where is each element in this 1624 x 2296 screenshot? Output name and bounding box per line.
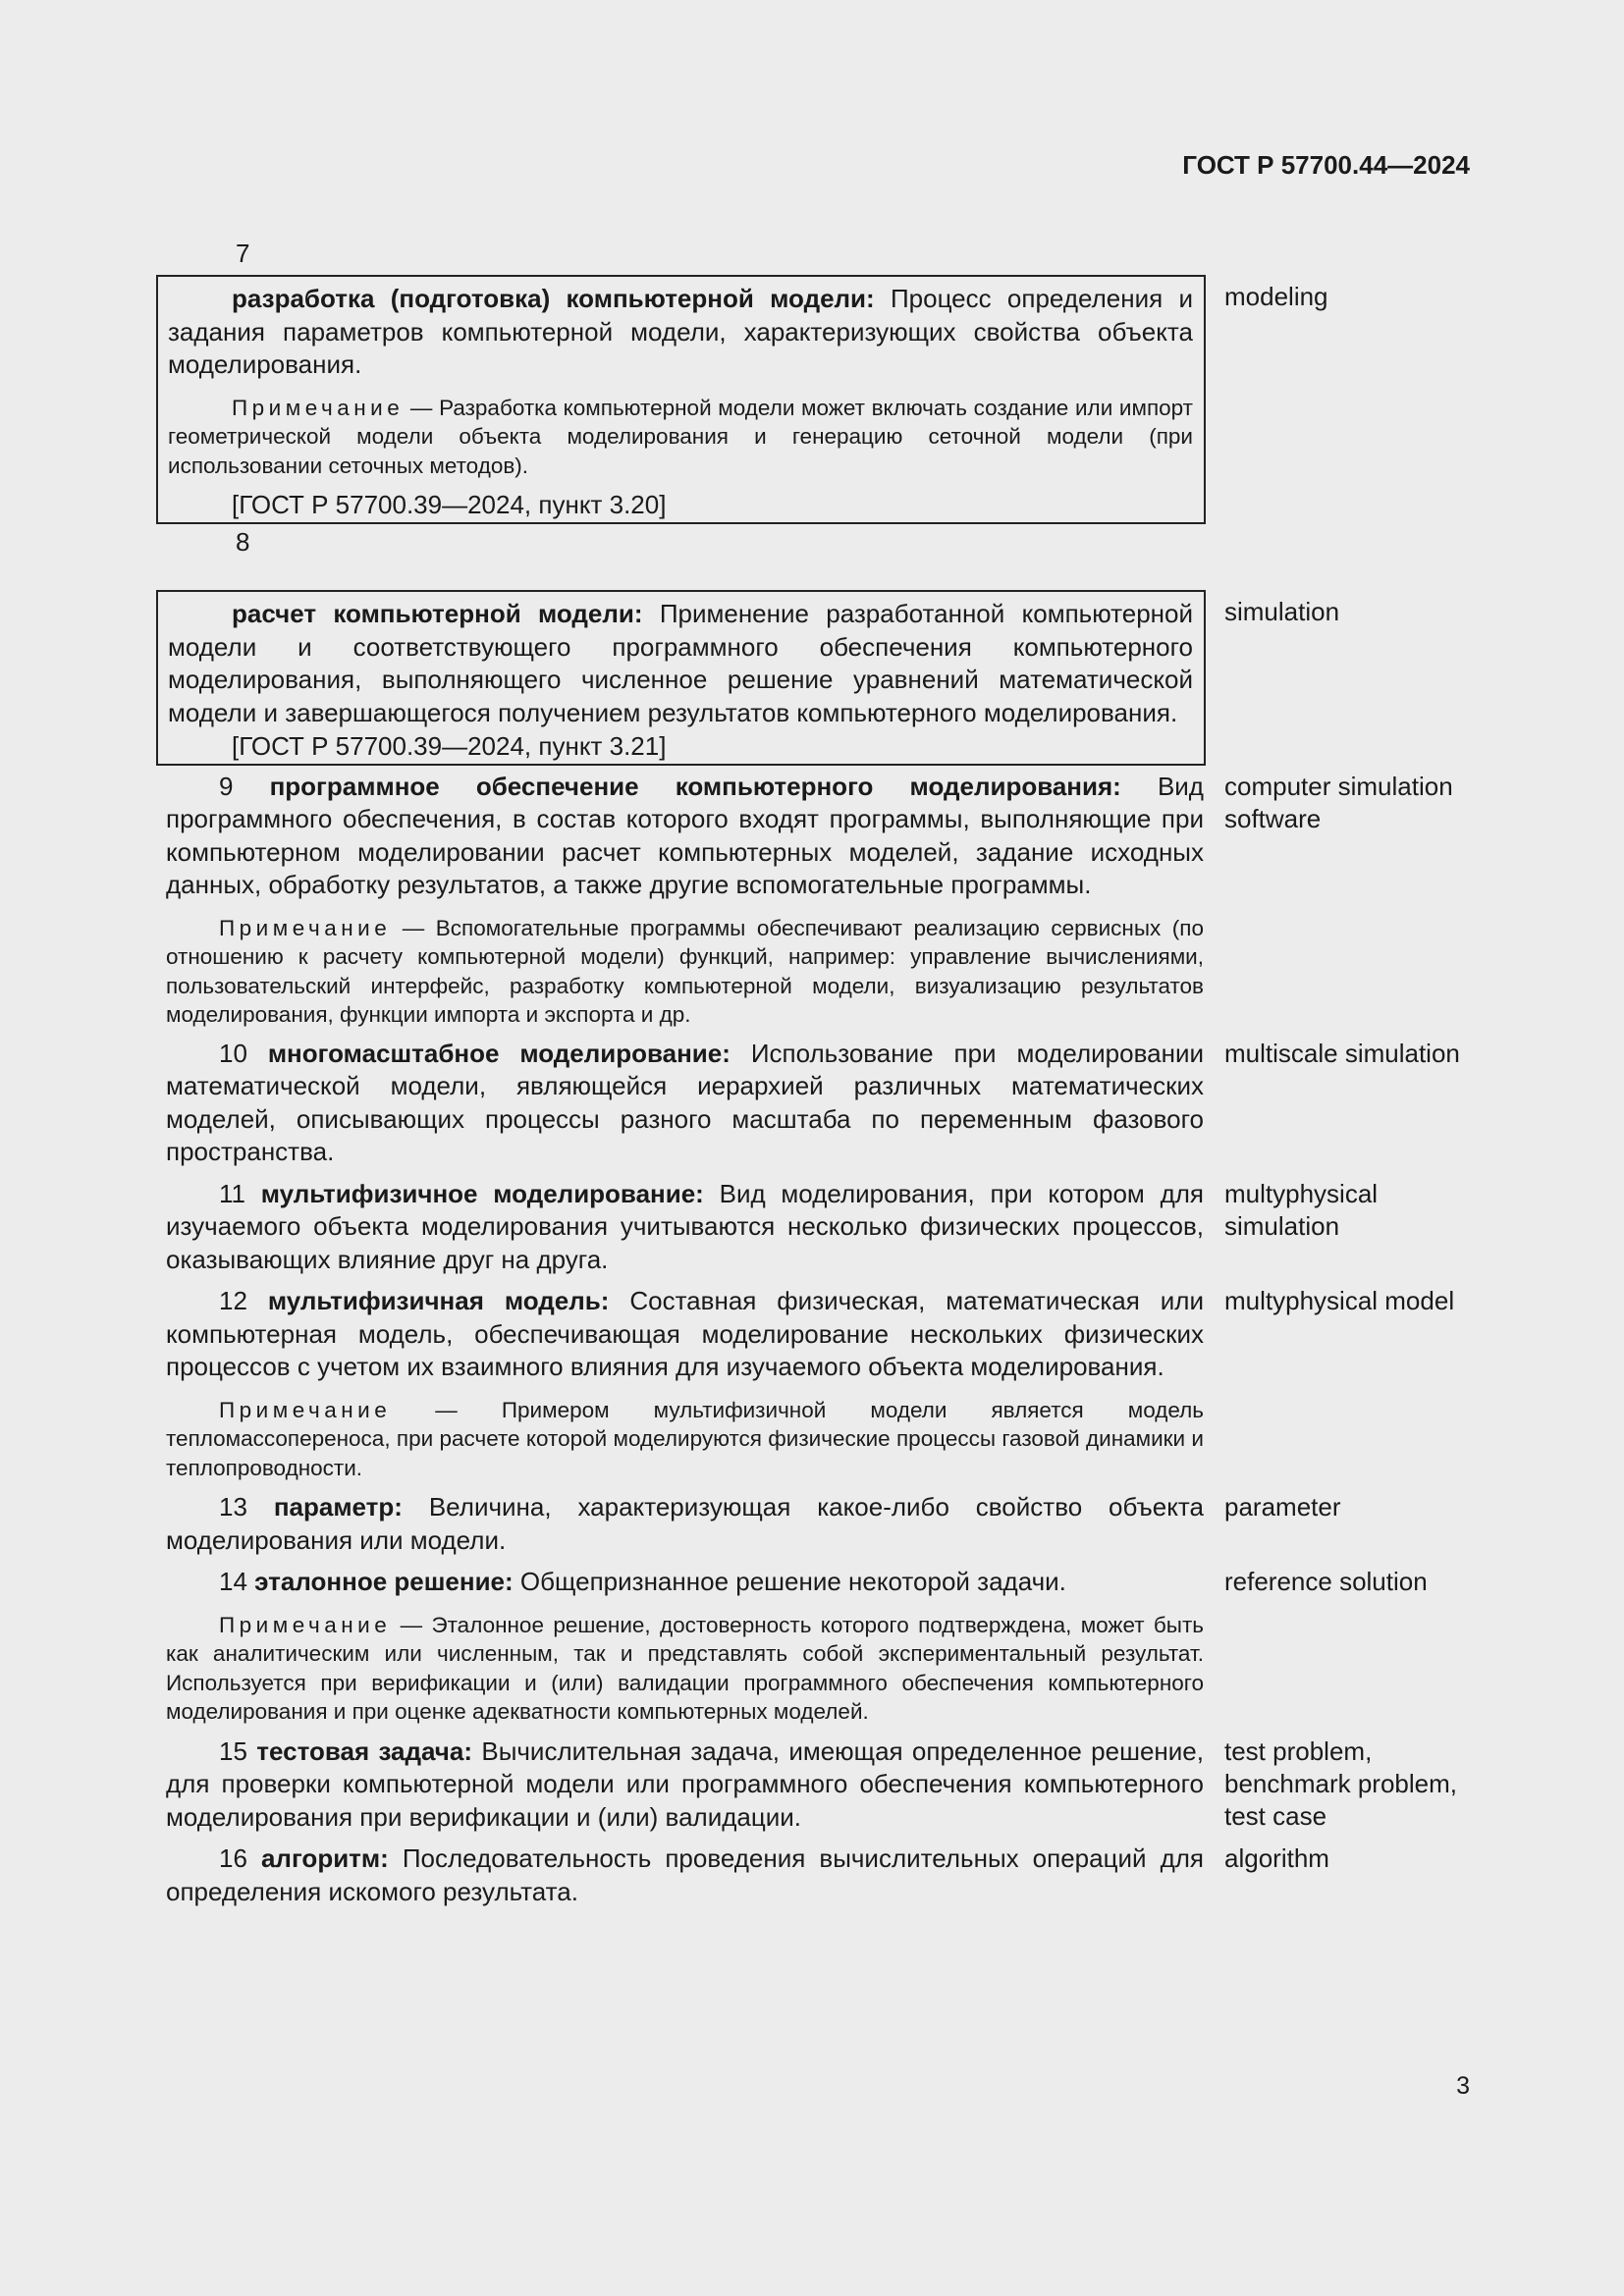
term-box bbox=[156, 275, 1206, 524]
term-name: алгоритм: bbox=[260, 1843, 389, 1874]
term-definition: 9 программное обеспечение компьютерного моделирования: Вид программного обеспечения, в состав которого входят программы, выполняющие при компьютерном моделировании расчет компьютерных моделей, задание исходных данных, обработку результатов, а также другие вспомогательные программы. bbox=[166, 771, 1204, 900]
term-name: эталонное решение: bbox=[254, 1567, 514, 1597]
term-definition: расчет компьютерной модели: Применение разработанной компьютерной модели и соответствующего программного обеспечения компьютерного моделирования, выполняющего численное решение уравнений математической модели и завершающегося получением результатов компьютерного моделирования. bbox=[168, 599, 1194, 728]
english-term: multyphysical simulation bbox=[1224, 1178, 1379, 1241]
english-term: computer simulation software bbox=[1224, 771, 1453, 833]
term-note: Примечание — Разработка компьютерной модели может включать создание или импорт геометрической модели объекта моделирования и генерацию сеточной модели (при использовании сеточных методов). bbox=[168, 395, 1193, 478]
english-term: simulation bbox=[1224, 597, 1340, 626]
entry-number: 10 bbox=[219, 1038, 247, 1068]
entry-number: 9 bbox=[219, 771, 234, 801]
term-source: [ГОСТ Р 57700.39—2024, пункт 3.20] bbox=[232, 490, 667, 519]
term-name: разработка (подготовка) компьютерной модели: bbox=[232, 284, 875, 313]
term-name: мультифизичная модель: bbox=[267, 1286, 610, 1316]
entry-number: 13 bbox=[219, 1492, 247, 1522]
term-entry bbox=[155, 1491, 1470, 1557]
term-note: Примечание — Эталонное решение, достоверность которого подтверждена, может быть как аналитическим или численным, так и представлять собой экспериментальный результат. Используется при верификации и (или) валидации программного обеспечения компьютерного моделирования и при оценке адекватности компьютерных моделей. bbox=[166, 1612, 1204, 1725]
note-label: Примечание bbox=[219, 1397, 392, 1422]
term-name: многомасштабное моделирование: bbox=[267, 1038, 731, 1068]
term-entry bbox=[155, 1566, 1470, 1727]
entry-number: 16 bbox=[219, 1843, 247, 1874]
term-name: расчет компьютерной модели: bbox=[232, 599, 643, 628]
entry-number: 14 bbox=[219, 1567, 247, 1597]
english-term: multyphysical model bbox=[1224, 1286, 1455, 1316]
term-note: Примечание — Вспомогательные программы обеспечивают реализацию сервисных (по отношению к расчету компьютерной модели) функций, например: управление вычислениями, пользовательский интерфейс, разработку компьютерной модели, визуализацию результатов моделирования, функции импорта и экспорта и др. bbox=[166, 915, 1204, 1028]
english-term: multiscale simulation bbox=[1224, 1038, 1460, 1068]
term-entry bbox=[155, 1842, 1470, 1908]
term-source: [ГОСТ Р 57700.39—2024, пункт 3.21] bbox=[232, 730, 667, 761]
terms-list bbox=[155, 238, 1470, 1908]
term-entry bbox=[155, 275, 1470, 524]
entry-number: 7 bbox=[236, 239, 250, 268]
entry-number: 15 bbox=[219, 1735, 247, 1766]
term-name: мультифизичное моделирование: bbox=[260, 1178, 704, 1208]
term-name: параметр: bbox=[273, 1492, 403, 1522]
note-label: Примечание bbox=[219, 915, 392, 940]
term-name: тестовая задача: bbox=[256, 1735, 473, 1766]
page-number: 3 bbox=[1456, 2072, 1470, 2100]
term-definition: 12 мультифизичная модель: Составная физическая, математическая или компьютерная модель, обеспечивающая моделирование нескольких физических процессов с учетом их взаимного влияния для изучаемого объекта моделирования. bbox=[166, 1286, 1204, 1382]
note-label: Примечание bbox=[232, 395, 405, 420]
term-definition: 13 параметр: Величина, характеризующая какое-либо свойство объекта моделирования или модели. bbox=[166, 1492, 1204, 1555]
term-definition: 16 алгоритм: Последовательность проведения вычислительных операций для определения искомого результата. bbox=[166, 1843, 1204, 1906]
entry-number: 8 bbox=[236, 527, 250, 557]
term-box bbox=[156, 590, 1206, 766]
term-entry bbox=[155, 1285, 1470, 1482]
entry-number: 11 bbox=[219, 1178, 245, 1208]
term-entry bbox=[155, 1038, 1470, 1169]
english-term: parameter bbox=[1224, 1492, 1341, 1522]
entry-number: 12 bbox=[219, 1286, 247, 1316]
term-note: Примечание — Примером мультифизичной модели является модель тепломассопереноса, при расчете которой моделируются физические процессы газовой динамики и теплопроводности. bbox=[166, 1397, 1204, 1480]
note-label: Примечание bbox=[219, 1612, 392, 1637]
term-entry bbox=[155, 1735, 1470, 1835]
english-term: modeling bbox=[1224, 282, 1328, 311]
term-definition: 10 многомасштабное моделирование: Использование при моделировании математической модели, являющейся иерархией различных математических моделей, описывающих процессы разного масштаба по переменным фазового пространства. bbox=[166, 1038, 1204, 1167]
english-term: algorithm bbox=[1224, 1843, 1329, 1874]
english-term: test problem, benchmark problem, test case bbox=[1224, 1735, 1457, 1831]
term-name: программное обеспечение компьютерного моделирования: bbox=[269, 771, 1121, 801]
document-header-standard: ГОСТ Р 57700.44—2024 bbox=[1182, 150, 1470, 180]
term-definition: 14 эталонное решение: Общепризнанное решение некоторой задачи. bbox=[219, 1567, 1066, 1597]
term-definition: 15 тестовая задача: Вычислительная задача, имеющая определенное решение, для проверки компьютерной модели или программного обеспечения компьютерного моделирования при верификации и (или) валидации. bbox=[166, 1735, 1204, 1832]
term-entry bbox=[155, 590, 1470, 766]
english-term: reference solution bbox=[1224, 1567, 1428, 1597]
term-definition: 11 мультифизичное моделирование: Вид моделирования, при котором для изучаемого объекта моделирования учитываются несколько физических процессов, оказывающих влияние друг на друга. bbox=[166, 1178, 1204, 1274]
term-entry bbox=[155, 1178, 1470, 1277]
term-definition: разработка (подготовка) компьютерной модели: Процесс определения и задания параметров компьютерной модели, характеризующих свойства объекта моделирования. bbox=[168, 284, 1193, 379]
term-entry bbox=[155, 771, 1470, 1030]
